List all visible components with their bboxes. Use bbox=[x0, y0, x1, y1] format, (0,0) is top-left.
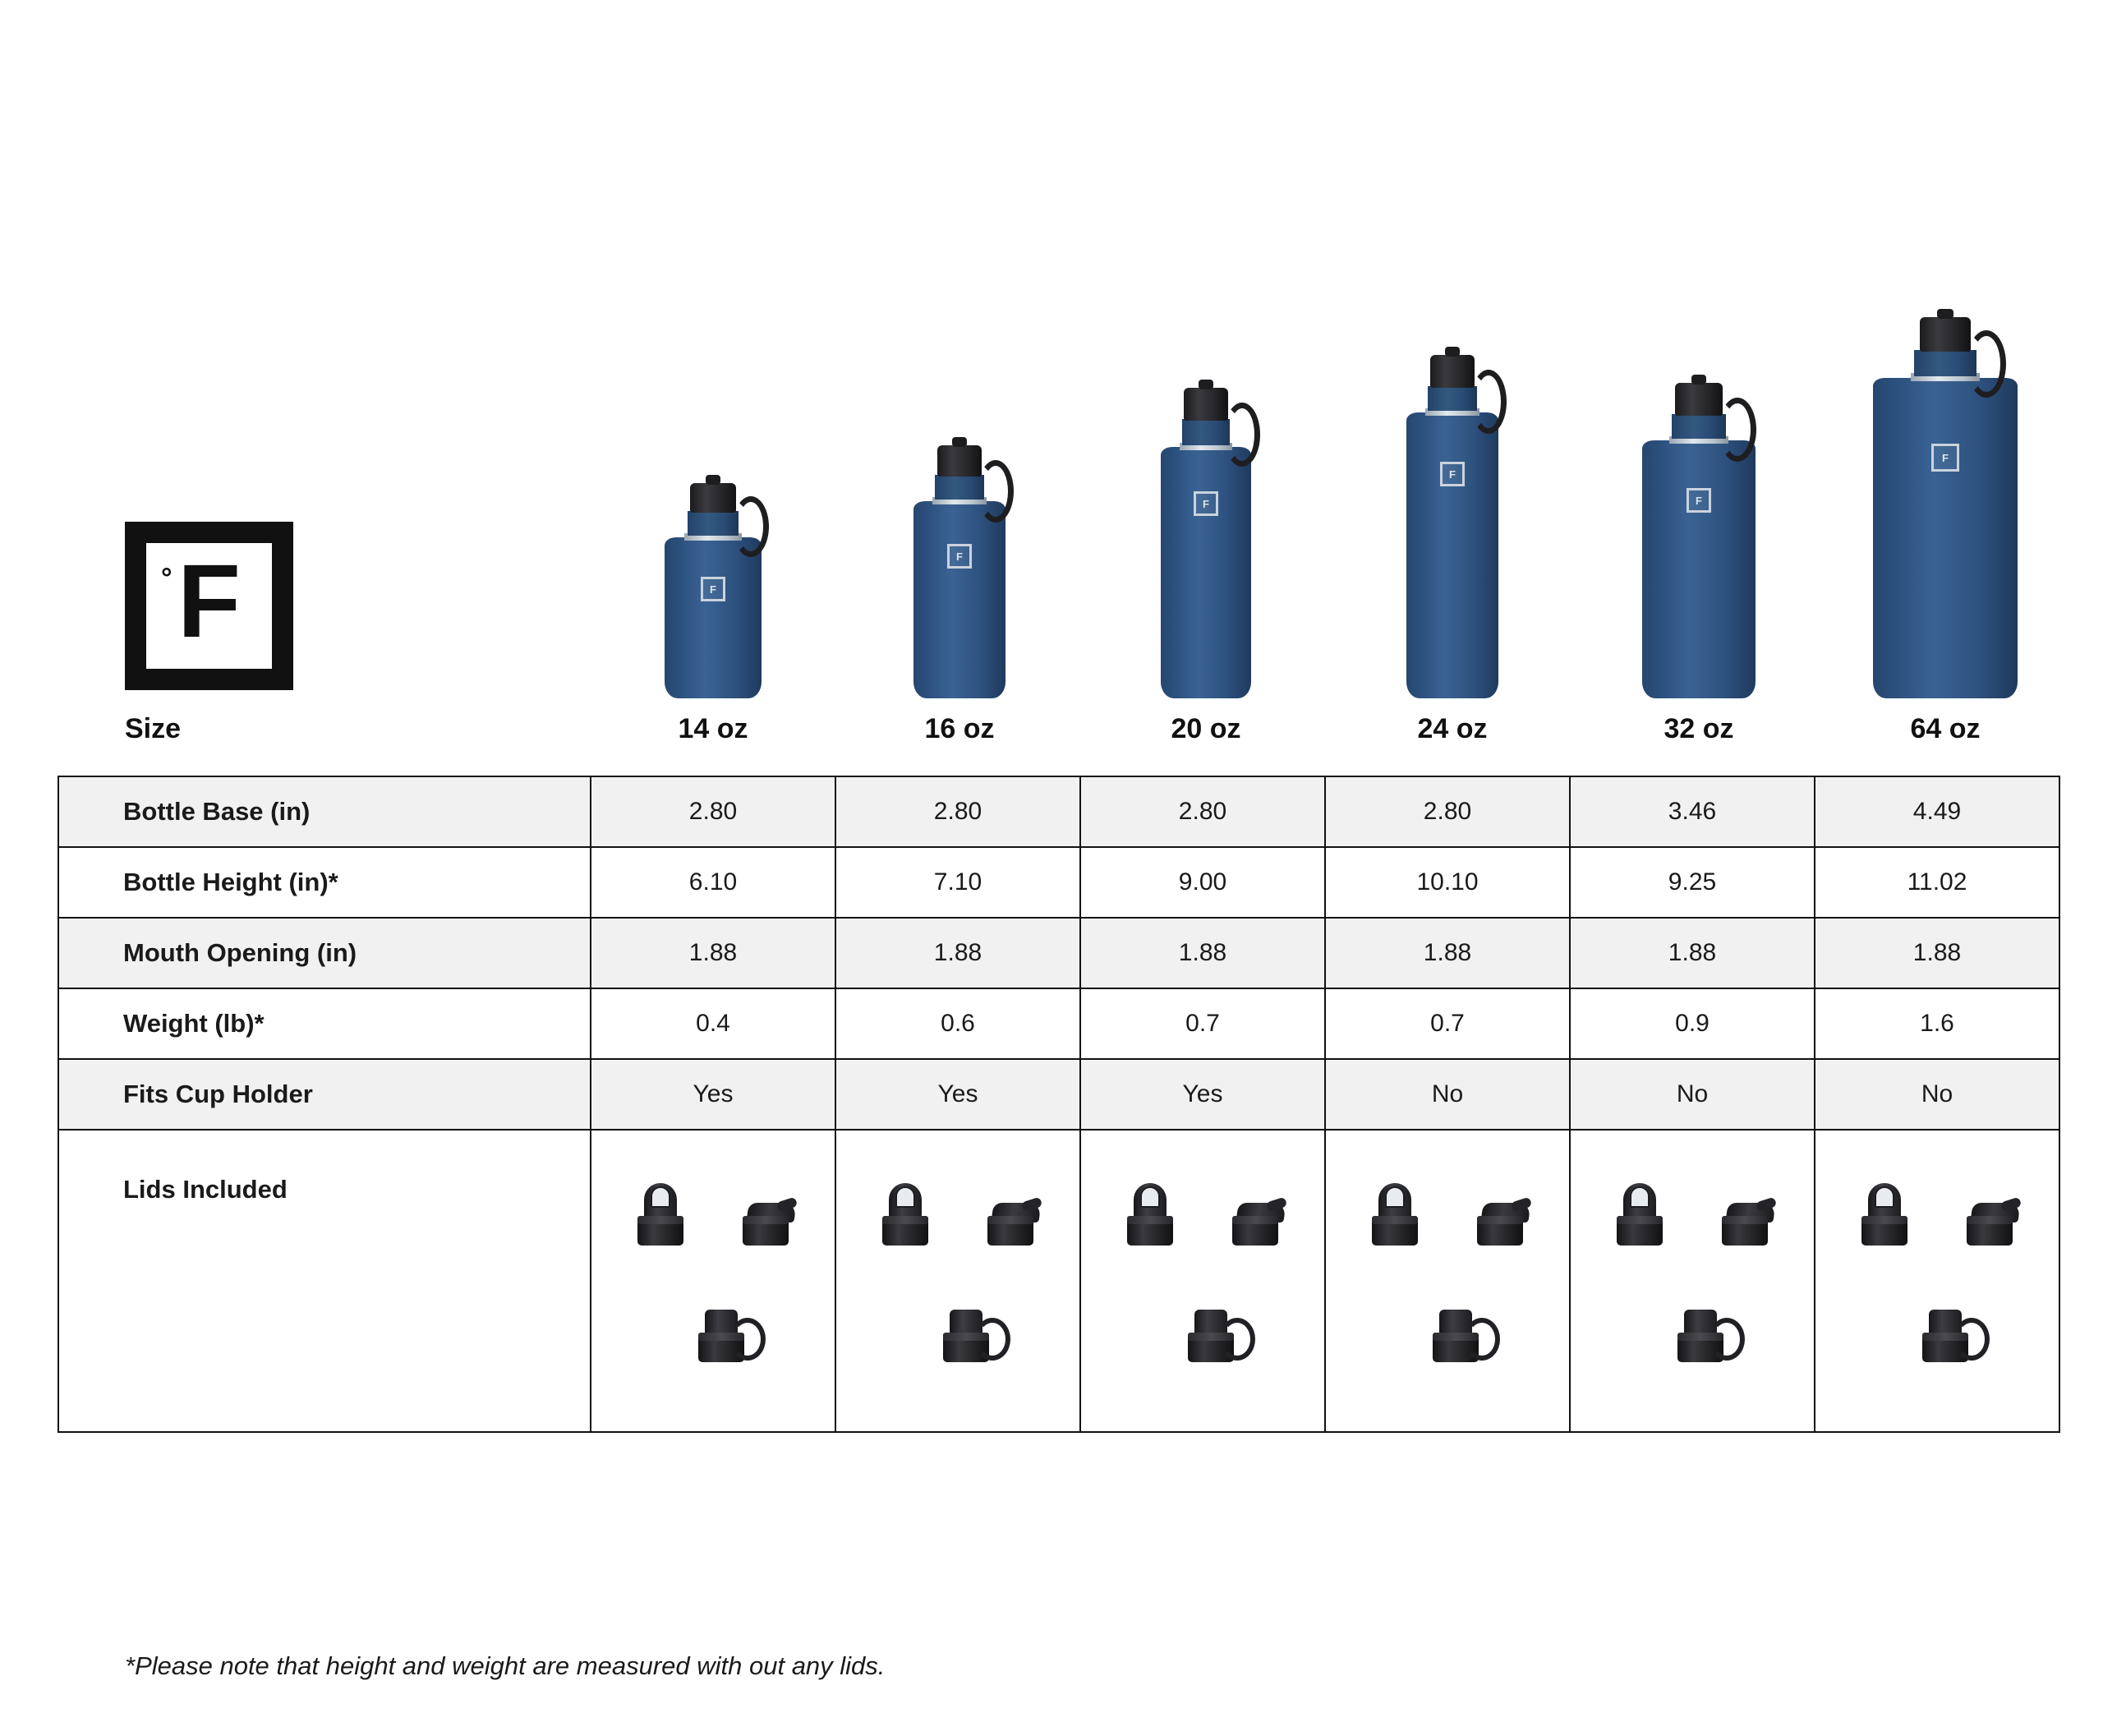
bottle-carry-loop bbox=[1719, 398, 1756, 462]
row-label-bottle-height: Bottle Height (in)* bbox=[58, 847, 591, 918]
cell-fits-cup-holder-32oz: No bbox=[1570, 1059, 1815, 1130]
bottle-row bbox=[590, 271, 2060, 698]
cell-weight-24oz: 0.7 bbox=[1325, 988, 1570, 1059]
table-row bbox=[58, 847, 2059, 918]
cell-mouth-opening-24oz: 1.88 bbox=[1325, 918, 1570, 988]
bottle-logo-badge: F bbox=[947, 544, 972, 569]
size-header-14oz: 14 oz bbox=[678, 713, 748, 744]
loop-lid-icon bbox=[1176, 1287, 1245, 1362]
cell-lids-24oz bbox=[1325, 1130, 1570, 1432]
bottle-carry-loop bbox=[1470, 370, 1507, 434]
footnote: *Please note that height and weight are measured with out any lids. bbox=[125, 1651, 886, 1680]
spout-lid-icon bbox=[1710, 1170, 1779, 1246]
cell-lids-32oz bbox=[1570, 1130, 1815, 1432]
cell-weight-20oz: 0.7 bbox=[1080, 988, 1325, 1059]
table-row bbox=[58, 988, 2059, 1059]
spout-lid-icon bbox=[976, 1170, 1045, 1246]
bottle-cell-24oz bbox=[1329, 271, 1576, 698]
table-row bbox=[58, 918, 2059, 988]
cell-mouth-opening-64oz: 1.88 bbox=[1815, 918, 2059, 988]
bottle-neck bbox=[1428, 386, 1477, 411]
bottle-body bbox=[913, 501, 1005, 698]
row-label-weight: Weight (lb)* bbox=[58, 988, 591, 1059]
spout-lid-icon bbox=[1955, 1170, 2024, 1246]
bottle-cell-16oz bbox=[836, 271, 1083, 698]
bottle-cap bbox=[1430, 355, 1475, 388]
bottle-cap bbox=[1675, 383, 1723, 416]
cell-fits-cup-holder-20oz: Yes bbox=[1080, 1059, 1325, 1130]
bottle-logo-badge: F bbox=[1687, 488, 1711, 513]
bottle-logo-badge: F bbox=[701, 577, 725, 601]
bottle-cap-nub bbox=[706, 475, 720, 485]
bottle-body bbox=[665, 537, 762, 698]
size-row-label: Size bbox=[125, 713, 182, 744]
cell-bottle-base-20oz: 2.80 bbox=[1080, 776, 1325, 847]
cell-weight-32oz: 0.9 bbox=[1570, 988, 1815, 1059]
cell-bottle-height-16oz: 7.10 bbox=[835, 847, 1080, 918]
row-label-fits-cup-holder: Fits Cup Holder bbox=[58, 1059, 591, 1130]
cell-weight-16oz: 0.6 bbox=[835, 988, 1080, 1059]
lids-group bbox=[1571, 1131, 1813, 1402]
cell-bottle-base-14oz: 2.80 bbox=[591, 776, 835, 847]
bottle-neck bbox=[935, 475, 984, 500]
dome-lid-icon bbox=[871, 1170, 940, 1246]
cell-mouth-opening-20oz: 1.88 bbox=[1080, 918, 1325, 988]
cell-lids-64oz bbox=[1815, 1130, 2059, 1432]
cell-bottle-height-20oz: 9.00 bbox=[1080, 847, 1325, 918]
cell-mouth-opening-16oz: 1.88 bbox=[835, 918, 1080, 988]
bottle-carry-loop bbox=[978, 460, 1014, 523]
cell-bottle-base-32oz: 3.46 bbox=[1570, 776, 1815, 847]
dome-lid-icon bbox=[1360, 1170, 1429, 1246]
bottle-cap bbox=[937, 445, 982, 477]
bottle-logo-badge: F bbox=[1931, 444, 1959, 472]
cell-mouth-opening-32oz: 1.88 bbox=[1570, 918, 1815, 988]
bottle-cap-nub bbox=[1691, 375, 1706, 384]
size-header-64oz: 64 oz bbox=[1910, 713, 1981, 744]
cell-weight-64oz: 1.6 bbox=[1815, 988, 2059, 1059]
bottle-logo-badge: F bbox=[1194, 491, 1218, 516]
cell-lids-14oz bbox=[591, 1130, 835, 1432]
dome-lid-icon bbox=[626, 1170, 695, 1246]
bottle-cell-32oz bbox=[1576, 271, 1822, 698]
lids-group bbox=[1816, 1131, 2058, 1402]
row-label-bottle-base: Bottle Base (in) bbox=[58, 776, 591, 847]
loop-lid-icon bbox=[687, 1287, 756, 1362]
illustration-area bbox=[0, 0, 2103, 756]
bottle-cell-64oz bbox=[1822, 271, 2068, 698]
size-header-24oz: 24 oz bbox=[1417, 713, 1488, 744]
bottle-body bbox=[1642, 440, 1756, 698]
bottle-cap-nub bbox=[1199, 380, 1213, 389]
bottle-cap bbox=[1184, 388, 1228, 421]
spout-lid-icon bbox=[731, 1170, 800, 1246]
cell-weight-14oz: 0.4 bbox=[591, 988, 835, 1059]
bottle-cap-nub bbox=[952, 437, 967, 447]
cell-bottle-base-24oz: 2.80 bbox=[1325, 776, 1570, 847]
logo-letter-f: F bbox=[177, 543, 239, 659]
bottle-carry-loop bbox=[733, 496, 769, 557]
cell-bottle-base-16oz: 2.80 bbox=[835, 776, 1080, 847]
row-label-mouth-opening: Mouth Opening (in) bbox=[58, 918, 591, 988]
loop-lid-icon bbox=[1911, 1287, 1980, 1362]
table-row bbox=[58, 776, 2059, 847]
lids-group bbox=[592, 1131, 834, 1402]
cell-lids-16oz bbox=[835, 1130, 1080, 1432]
size-header-20oz: 20 oz bbox=[1171, 713, 1241, 744]
bottle-carry-loop bbox=[1224, 403, 1260, 467]
bottle-carry-loop bbox=[1967, 330, 2006, 398]
lids-group bbox=[837, 1131, 1079, 1402]
cell-fits-cup-holder-24oz: No bbox=[1325, 1059, 1570, 1130]
bottle-neck bbox=[688, 511, 739, 536]
table-row bbox=[58, 1059, 2059, 1130]
loop-lid-icon bbox=[932, 1287, 1001, 1362]
cell-bottle-height-32oz: 9.25 bbox=[1570, 847, 1815, 918]
spout-lid-icon bbox=[1466, 1170, 1535, 1246]
lids-group bbox=[1327, 1131, 1568, 1402]
bottle-body bbox=[1873, 378, 2018, 698]
bottle-cell-20oz bbox=[1083, 271, 1329, 698]
bottle-body bbox=[1161, 447, 1251, 698]
dome-lid-icon bbox=[1116, 1170, 1185, 1246]
spout-lid-icon bbox=[1221, 1170, 1290, 1246]
loop-lid-icon bbox=[1421, 1287, 1490, 1362]
loop-lid-icon bbox=[1666, 1287, 1735, 1362]
dome-lid-icon bbox=[1605, 1170, 1674, 1246]
bottle-logo-badge: F bbox=[1440, 462, 1465, 486]
size-header-row bbox=[590, 713, 2060, 745]
bottle-cap-nub bbox=[1445, 347, 1460, 357]
degree-symbol: ° bbox=[161, 563, 173, 594]
cell-fits-cup-holder-14oz: Yes bbox=[591, 1059, 835, 1130]
bottle-body bbox=[1406, 412, 1498, 698]
cell-bottle-height-14oz: 6.10 bbox=[591, 847, 835, 918]
cell-lids-20oz bbox=[1080, 1130, 1325, 1432]
cell-bottle-base-64oz: 4.49 bbox=[1815, 776, 2059, 847]
lids-group bbox=[1082, 1131, 1323, 1402]
bottle-cap bbox=[690, 483, 736, 513]
size-header-32oz: 32 oz bbox=[1664, 713, 1734, 744]
table-row-lids bbox=[58, 1130, 2059, 1432]
cell-fits-cup-holder-64oz: No bbox=[1815, 1059, 2059, 1130]
size-header-16oz: 16 oz bbox=[924, 713, 995, 744]
bottle-cap-nub bbox=[1937, 309, 1953, 319]
degree-f-logo bbox=[125, 522, 293, 690]
cell-bottle-height-64oz: 11.02 bbox=[1815, 847, 2059, 918]
cell-bottle-height-24oz: 10.10 bbox=[1325, 847, 1570, 918]
bottle-cell-14oz bbox=[590, 271, 836, 698]
cell-mouth-opening-14oz: 1.88 bbox=[591, 918, 835, 988]
cell-fits-cup-holder-16oz: Yes bbox=[835, 1059, 1080, 1130]
dome-lid-icon bbox=[1850, 1170, 1919, 1246]
specs-table bbox=[58, 776, 2060, 1433]
row-label-lids-included: Lids Included bbox=[58, 1130, 591, 1432]
bottle-cap bbox=[1920, 317, 1971, 352]
bottle-neck bbox=[1182, 419, 1230, 445]
